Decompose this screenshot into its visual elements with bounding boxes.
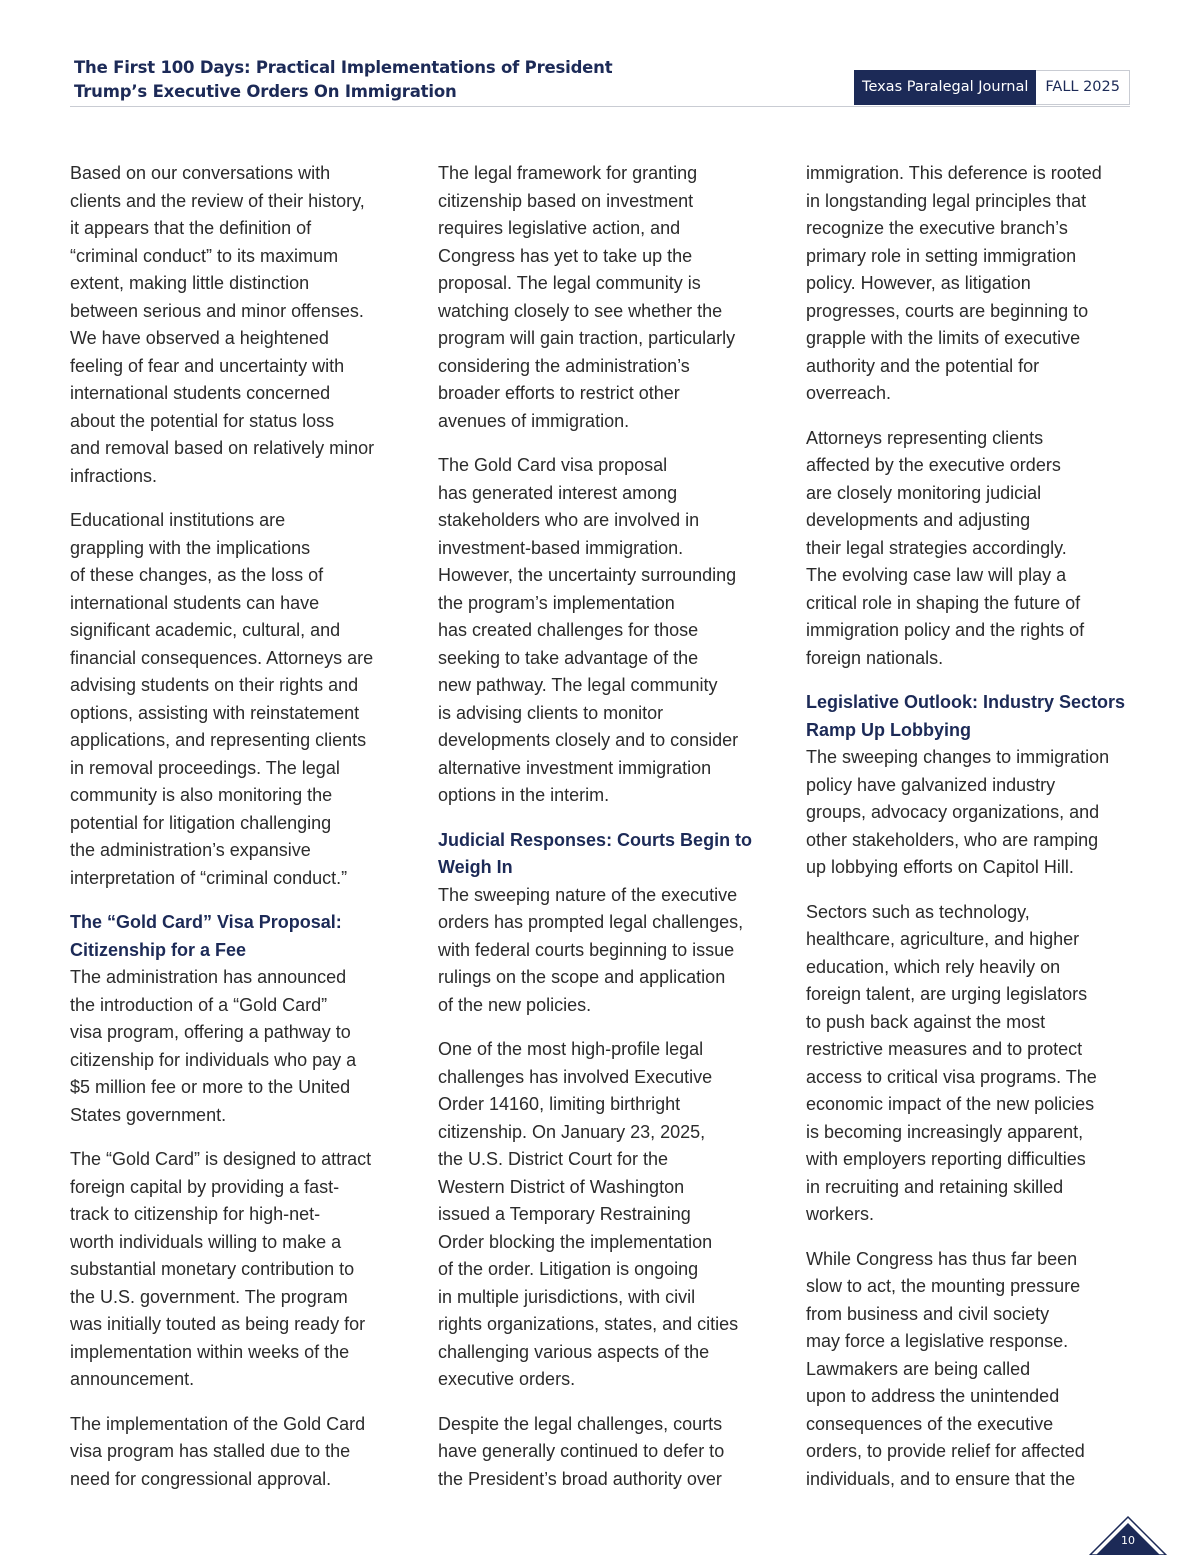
text-line: executive orders. xyxy=(438,1369,576,1389)
article-title xyxy=(74,56,612,104)
issue-label: FALL 2025 xyxy=(1036,70,1130,105)
text-line: The “Gold Card” is designed to attract xyxy=(70,1149,372,1169)
text-line: policy have galvanized industry xyxy=(806,774,1056,795)
text-line: groups, advocacy organizations, and xyxy=(806,802,1100,822)
text-line: workers. xyxy=(806,1204,875,1224)
paragraph xyxy=(70,160,400,490)
text-line: announcement. xyxy=(70,1369,195,1389)
text-line: We have observed a heightened xyxy=(70,328,329,348)
text-line: the administration’s expansive xyxy=(70,840,311,860)
text-line: One of the most high-profile legal xyxy=(438,1039,704,1059)
text-line: healthcare, agriculture, and higher xyxy=(806,929,1080,949)
paragraph xyxy=(806,1246,1136,1494)
paragraph xyxy=(438,1036,768,1394)
text-column-2 xyxy=(438,160,768,1510)
section-heading xyxy=(806,689,1136,744)
text-line: grappling with the implications xyxy=(70,537,311,558)
text-line: applications, and representing clients xyxy=(70,730,367,750)
text-line: the U.S. government. The program xyxy=(70,1286,348,1307)
text-line: seeking to take advantage of the xyxy=(438,647,699,668)
text-line: of these changes, as the loss of xyxy=(70,565,324,585)
text-line: financial consequences. Attorneys are xyxy=(70,647,374,668)
text-line: community is also monitoring the xyxy=(70,785,333,805)
text-line: in multiple jurisdictions, with civil xyxy=(438,1286,696,1307)
text-line: other stakeholders, who are ramping xyxy=(806,829,1099,850)
text-line: policy. However, as litigation xyxy=(806,273,1031,293)
heading-line: Citizenship for a Fee xyxy=(70,939,247,960)
text-line: issued a Temporary Restraining xyxy=(438,1204,691,1224)
text-line: substantial monetary contribution to xyxy=(70,1259,355,1279)
text-line: orders has prompted legal challenges, xyxy=(438,912,744,932)
text-line: However, the uncertainty surrounding xyxy=(438,565,737,585)
text-line: immigration. This deference is rooted xyxy=(806,163,1102,183)
text-line: are closely monitoring judicial xyxy=(806,482,1042,503)
text-line: Lawmakers are being called xyxy=(806,1358,1031,1379)
text-line: is advising clients to monitor xyxy=(438,702,664,723)
text-line: rights organizations, states, and cities xyxy=(438,1314,739,1334)
text-line: have generally continued to defer to xyxy=(438,1441,725,1461)
text-line: The sweeping nature of the executive xyxy=(438,884,738,905)
text-line: between serious and minor offenses. xyxy=(70,300,364,321)
text-line: citizenship for individuals who pay a xyxy=(70,1049,357,1070)
text-line: The sweeping changes to immigration xyxy=(806,747,1110,767)
paragraph xyxy=(70,1411,400,1494)
text-line: challenging various aspects of the xyxy=(438,1341,710,1362)
text-line: feeling of fear and uncertainty with xyxy=(70,355,345,376)
text-line: the U.S. District Court for the xyxy=(438,1149,669,1169)
text-line: the introduction of a “Gold Card” xyxy=(70,994,328,1015)
text-line: it appears that the definition of xyxy=(70,218,312,238)
paragraph xyxy=(438,160,768,435)
text-line: access to critical visa programs. The xyxy=(806,1066,1097,1087)
text-line: primary role in setting immigration xyxy=(806,245,1077,266)
text-line: in removal proceedings. The legal xyxy=(70,757,340,778)
paragraph xyxy=(806,160,1136,408)
text-line: implementation within weeks of the xyxy=(70,1341,350,1362)
text-line: Order blocking the implementation xyxy=(438,1231,713,1252)
text-line: need for congressional approval. xyxy=(70,1468,332,1489)
text-line: considering the administration’s xyxy=(438,355,690,376)
text-line: alternative investment immigration xyxy=(438,757,712,778)
text-line: foreign capital by providing a fast- xyxy=(70,1176,340,1197)
text-line: has generated interest among xyxy=(438,482,678,503)
paragraph xyxy=(70,964,400,1129)
text-line: The implementation of the Gold Card xyxy=(70,1413,366,1434)
text-line: program will gain traction, particularly xyxy=(438,328,736,348)
heading-line: Ramp Up Lobbying xyxy=(806,719,971,740)
text-line: visa program has stalled due to the xyxy=(70,1441,351,1461)
text-line: The Gold Card visa proposal xyxy=(438,455,668,475)
text-line: The administration has announced xyxy=(70,967,347,987)
text-line: Order 14160, limiting birthright xyxy=(438,1094,681,1114)
heading-line: The “Gold Card” Visa Proposal: xyxy=(70,912,342,932)
page-number: 10 xyxy=(1121,1534,1135,1547)
heading-line: Weigh In xyxy=(438,857,513,877)
paragraph xyxy=(70,1146,400,1394)
text-line: options in the interim. xyxy=(438,785,610,805)
paragraph xyxy=(70,507,400,892)
text-line: the President’s broad authority over xyxy=(438,1468,722,1489)
text-line: Educational institutions are xyxy=(70,510,286,530)
text-line: grapple with the limits of executive xyxy=(806,328,1081,348)
text-line: Western District of Washington xyxy=(438,1176,685,1197)
text-line: potential for litigation challenging xyxy=(70,812,332,833)
text-line: with employers reporting difficulties xyxy=(806,1149,1086,1169)
text-line: in longstanding legal principles that xyxy=(806,190,1087,211)
text-line: economic impact of the new policies xyxy=(806,1094,1095,1114)
text-line: options, assisting with reinstatement xyxy=(70,702,360,723)
text-line: The legal framework for granting xyxy=(438,163,698,183)
text-line: States government. xyxy=(70,1104,227,1125)
text-line: track to citizenship for high-net- xyxy=(70,1204,321,1224)
text-line: recognize the executive branch’s xyxy=(806,218,1068,238)
paragraph xyxy=(806,744,1136,882)
text-line: overreach. xyxy=(806,383,892,403)
page-header xyxy=(70,54,1130,107)
text-line: citizenship. On January 23, 2025, xyxy=(438,1121,706,1142)
paragraph xyxy=(438,1411,768,1494)
text-line: in recruiting and retaining skilled xyxy=(806,1176,1064,1197)
text-line: individuals, and to ensure that the xyxy=(806,1468,1076,1489)
text-line: broader efforts to restrict other xyxy=(438,383,680,403)
text-line: challenges has involved Executive xyxy=(438,1066,713,1087)
heading-line: Judicial Responses: Courts Begin to xyxy=(438,829,753,850)
text-line: was initially touted as being ready for xyxy=(70,1314,366,1334)
text-line: The evolving case law will play a xyxy=(806,565,1067,585)
text-line: foreign talent, are urging legislators xyxy=(806,984,1088,1004)
text-line: of the new policies. xyxy=(438,994,592,1015)
text-line: progresses, courts are beginning to xyxy=(806,300,1089,321)
paragraph xyxy=(438,882,768,1020)
text-line: international students can have xyxy=(70,592,320,613)
text-line: Sectors such as technology, xyxy=(806,901,1030,922)
text-line: the program’s implementation xyxy=(438,592,675,613)
text-line: interpretation of “criminal conduct.” xyxy=(70,867,348,888)
text-line: critical role in shaping the future of xyxy=(806,592,1081,613)
text-line: developments closely and to consider xyxy=(438,730,739,750)
text-line: orders, to provide relief for affected xyxy=(806,1441,1085,1461)
text-line: watching closely to see whether the xyxy=(438,300,723,321)
text-line: advising students on their rights and xyxy=(70,675,359,695)
text-line: authority and the potential for xyxy=(806,355,1040,376)
text-line: about the potential for status loss xyxy=(70,410,335,431)
heading-line: Legislative Outlook: Industry Sectors xyxy=(806,692,1126,712)
page-number-badge xyxy=(1088,1515,1168,1555)
text-line: new pathway. The legal community xyxy=(438,675,718,695)
text-line: to push back against the most xyxy=(806,1011,1046,1032)
text-line: immigration policy and the rights of xyxy=(806,620,1085,640)
text-line: worth individuals willing to make a xyxy=(70,1231,342,1252)
text-line: may force a legislative response. xyxy=(806,1331,1069,1351)
text-line: Congress has yet to take up the xyxy=(438,245,693,266)
text-line: significant academic, cultural, and xyxy=(70,620,341,640)
text-line: Attorneys representing clients xyxy=(806,427,1044,448)
text-line: restrictive measures and to protect xyxy=(806,1039,1083,1059)
text-line: investment-based immigration. xyxy=(438,537,684,558)
text-line: proposal. The legal community is xyxy=(438,273,701,293)
text-line: “criminal conduct” to its maximum xyxy=(70,245,339,266)
text-line: avenues of immigration. xyxy=(438,410,630,431)
text-line: their legal strategies accordingly. xyxy=(806,537,1067,558)
text-line: citizenship based on investment xyxy=(438,190,694,211)
paragraph xyxy=(806,899,1136,1229)
text-line: foreign nationals. xyxy=(806,647,944,668)
text-line: with federal courts beginning to issue xyxy=(438,939,735,960)
text-line: international students concerned xyxy=(70,383,331,403)
text-line: from business and civil society xyxy=(806,1303,1050,1324)
text-column-1 xyxy=(70,160,400,1510)
text-line: stakeholders who are involved in xyxy=(438,510,700,530)
text-line: rulings on the scope and application xyxy=(438,967,726,987)
text-line: infractions. xyxy=(70,465,158,486)
paragraph xyxy=(806,425,1136,673)
text-line: slow to act, the mounting pressure xyxy=(806,1276,1081,1296)
text-line: upon to address the unintended xyxy=(806,1386,1060,1406)
text-line: is becoming increasingly apparent, xyxy=(806,1121,1084,1142)
paragraph xyxy=(438,452,768,810)
text-line: and removal based on relatively minor xyxy=(70,438,375,458)
text-line: Despite the legal challenges, courts xyxy=(438,1413,723,1434)
text-line: visa program, offering a pathway to xyxy=(70,1022,351,1042)
section-heading xyxy=(70,909,400,964)
text-line: extent, making little distinction xyxy=(70,273,310,293)
text-line: has created challenges for those xyxy=(438,620,699,640)
text-line: education, which rely heavily on xyxy=(806,956,1061,977)
text-line: requires legislative action, and xyxy=(438,218,681,238)
text-line: up lobbying efforts on Capitol Hill. xyxy=(806,857,1074,877)
text-line: of the order. Litigation is ongoing xyxy=(438,1259,699,1279)
text-line: $5 million fee or more to the United xyxy=(70,1077,351,1097)
text-line: Based on our conversations with xyxy=(70,163,331,183)
text-column-3 xyxy=(806,160,1136,1510)
text-line: developments and adjusting xyxy=(806,510,1031,530)
journal-badge xyxy=(854,70,1130,105)
text-line: consequences of the executive xyxy=(806,1413,1054,1434)
article-title-line: The First 100 Days: Practical Implementations of President xyxy=(74,58,613,77)
section-heading xyxy=(438,827,768,882)
text-line: affected by the executive orders xyxy=(806,455,1061,475)
text-line: clients and the review of their history, xyxy=(70,190,365,211)
text-line: While Congress has thus far been xyxy=(806,1248,1078,1269)
journal-name: Texas Paralegal Journal xyxy=(854,70,1036,105)
article-title-line: Trump’s Executive Orders On Immigration xyxy=(74,82,457,101)
